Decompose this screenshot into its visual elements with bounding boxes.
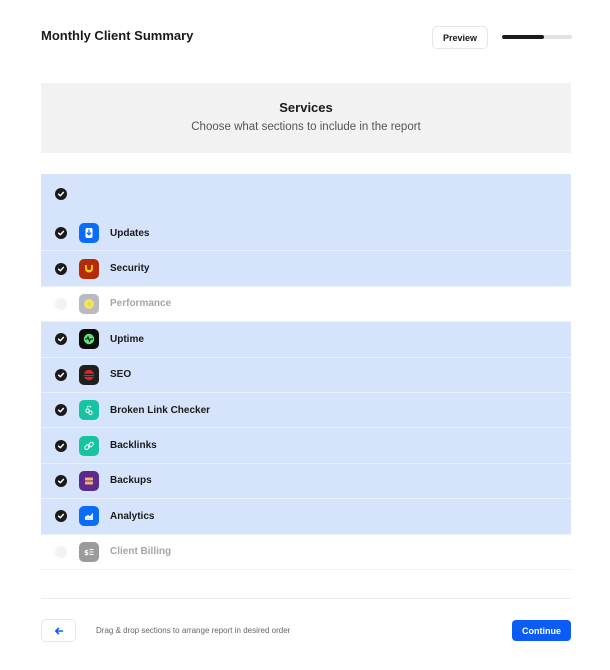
section-label: Backlinks [110, 440, 157, 452]
updates-download-icon [79, 223, 99, 243]
checkmark-icon [57, 190, 65, 198]
section-checkbox[interactable] [55, 263, 67, 275]
section-checkbox[interactable] [55, 333, 67, 345]
preview-button[interactable]: Preview [432, 26, 488, 49]
section-checkbox[interactable] [55, 369, 67, 381]
section-checkbox[interactable] [55, 298, 67, 310]
security-shield-icon [79, 259, 99, 279]
progress-bar [502, 35, 572, 39]
section-row[interactable] [41, 393, 571, 428]
section-label: Uptime [110, 333, 144, 345]
section-label: Broken Link Checker [110, 404, 211, 416]
section-checkbox[interactable] [55, 475, 67, 487]
section-checkbox[interactable] [55, 440, 67, 452]
section-label: Updates [110, 227, 150, 239]
select-all-checkbox[interactable] [55, 188, 67, 200]
checkmark-icon [57, 477, 65, 485]
performance-lightning-icon [79, 294, 99, 314]
section-label: Performance [110, 298, 172, 310]
seo-icon [79, 365, 99, 385]
broken-link-icon [79, 400, 99, 420]
uptime-pulse-icon [79, 329, 99, 349]
section-checkbox[interactable] [55, 546, 67, 558]
section-checkbox[interactable] [55, 510, 67, 522]
arrow-left-icon [54, 626, 64, 636]
analytics-chart-icon [79, 506, 99, 526]
services-panel [41, 83, 571, 153]
select-all-row [41, 174, 571, 216]
section-label: SEO [110, 369, 132, 381]
checkmark-icon [57, 265, 65, 273]
progress-bar-fill [502, 35, 544, 39]
section-label: Analytics [110, 510, 155, 522]
checkmark-icon [57, 335, 65, 343]
page-header [41, 26, 571, 50]
section-row[interactable] [41, 216, 571, 251]
svg-text:$: $ [84, 548, 89, 557]
services-subtitle: Choose what sections to include in the report [191, 121, 421, 133]
billing-dollar-icon [79, 542, 99, 562]
sections-list [41, 174, 571, 570]
drag-drop-hint: Drag & drop sections to arrange report in desired order [96, 626, 291, 635]
section-row[interactable] [41, 535, 571, 570]
section-row[interactable] [41, 464, 571, 499]
page-title: Monthly Client Summary [41, 28, 194, 43]
section-checkbox[interactable] [55, 227, 67, 239]
services-title: Services [279, 100, 333, 115]
section-row[interactable] [41, 322, 571, 357]
section-label: Security [110, 263, 150, 275]
checkmark-icon [57, 442, 65, 450]
section-row[interactable] [41, 287, 571, 322]
checkmark-icon [57, 406, 65, 414]
backlinks-chain-icon [79, 436, 99, 456]
section-checkbox[interactable] [55, 404, 67, 416]
checkmark-icon [57, 512, 65, 520]
section-row[interactable] [41, 428, 571, 463]
continue-button[interactable]: Continue [512, 620, 571, 641]
backups-stack-icon [79, 471, 99, 491]
checkmark-icon [57, 371, 65, 379]
footer-divider [41, 598, 571, 599]
section-row[interactable] [41, 499, 571, 534]
section-row[interactable] [41, 251, 571, 286]
section-label: Backups [110, 475, 152, 487]
checkmark-icon [57, 229, 65, 237]
section-label: Client Billing [110, 546, 172, 558]
back-button[interactable] [41, 619, 76, 642]
section-row[interactable] [41, 358, 571, 393]
